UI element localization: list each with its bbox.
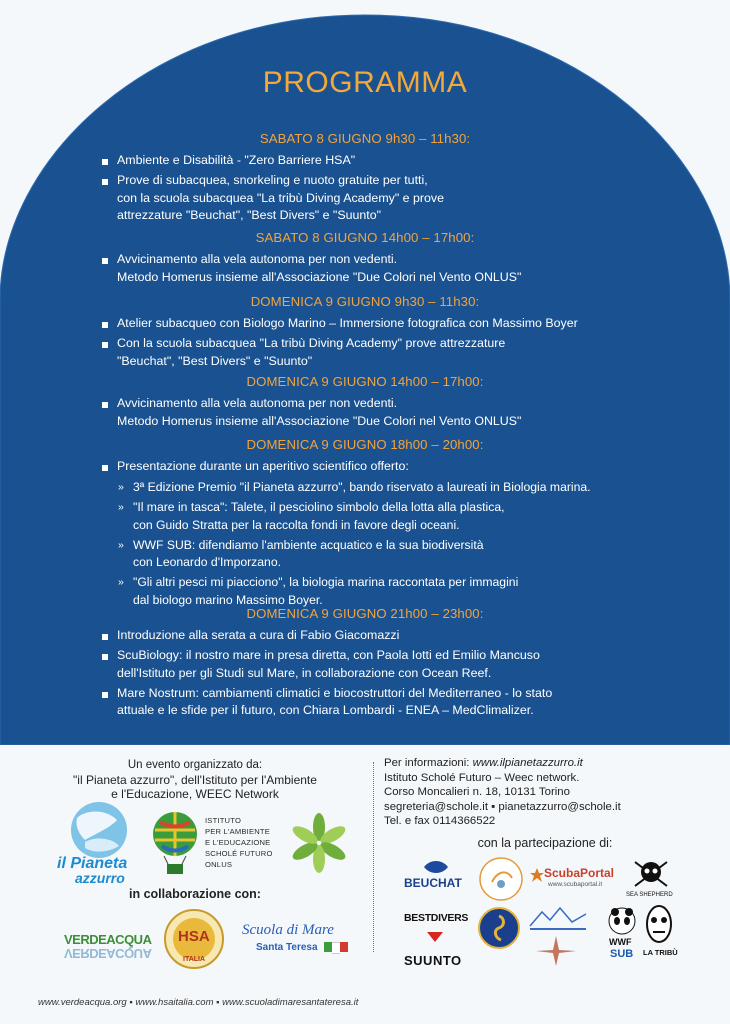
scuola-di-mare-text: Scuola di Mare [242,922,334,938]
pianeta-logo-text-1: il Pianeta [57,855,128,872]
bestdivers-text: BESTDIVERS [404,912,469,924]
program-item-line: "Beuchat", "Best Divers" e "Suunto" [117,353,313,368]
bullet-marker [102,692,108,698]
program-item-line: Prove di subacquea, snorkeling e nuoto gratuite per tutti, [117,173,428,187]
beuchat-fish-icon [422,858,452,876]
section-heading: DOMENICA 9 GIUGNO 18h00 – 20h00: [246,437,484,452]
program-item-line: Mare Nostrum: cambiamenti climatici e biocostruttori del Mediterraneo - lo stato [117,685,553,700]
program-item-line: Con la scuola subacquea "La tribù Diving Academy" prove attrezzature [117,336,506,350]
organized-by-line-1: Un evento organizzato da: [127,759,263,771]
program-item-line: Presentazione durante un aperitivo scientifico offerto: [117,459,409,473]
program-item-line: Avvicinamento alla vela autonoma per non vedenti. [117,396,398,410]
sea-shepherd-text: SEA SHEPHERD [626,892,673,898]
bullet-marker [102,342,108,348]
program-item-line: Avvicinamento alla vela autonoma per non vedenti. [117,252,398,266]
bullet-marker [102,465,108,471]
maple-leaf-icon [530,868,544,882]
program-subitem-line: "Gli altri pesci mi piacciono", la biologia marina raccontata per immagini [133,575,519,590]
hsa-text: HSA [178,928,210,945]
pianeta-azzurro-logo [55,800,145,885]
istituto-logo-text: ONLUS [205,860,233,869]
subitem-marker: » [118,481,124,493]
panda-icon [607,906,637,936]
info-line: segreteria@schole.it ▪ pianetazzurro@schole.it [384,800,621,813]
program-subitem-line: con Guido Stratta per la raccolta fondi in favore degli oceani. [133,517,460,532]
suunto-text: SUUNTO [404,953,462,968]
santa-teresa-text: Santa Teresa [256,942,318,953]
weec-leaf-logo-icon [288,812,350,874]
bullet-marker [102,634,108,640]
section-heading: SABATO 8 GIUGNO 14h00 – 17h00: [255,230,475,245]
tribal-mask-icon [645,904,673,946]
websites-line: www.verdeacqua.org ▪ www.hsaitalia.com ▪ www.scuoladimaresantateresa.it [38,997,359,1008]
beuchat-logo [402,858,474,898]
la-tribu-logo [643,904,678,968]
section-heading: SABATO 8 GIUGNO 9h30 – 11h30: [259,131,471,146]
bullet-marker [102,322,108,328]
program-subitem-line: 3ª Edizione Premio "il Pianeta azzurro", bando riservato a laureati in Biologia marina. [133,480,591,494]
verdeacqua-logo [60,918,150,968]
istituto-logo-text: SCHOLÉ FUTURO [205,849,273,858]
program-item-line: Metodo Homerus insieme all'Associazione "Due Colori nel Vento ONLUS" [117,269,522,284]
s-teresa-academy-icon [528,902,588,932]
info-website-link[interactable]: www.ilpianetazzurro.it [472,757,583,769]
hot-air-balloon-icon [150,810,200,878]
hsa-italia-text: ITALIA [183,956,206,963]
seahorse-badge-icon [477,906,521,950]
scubaportal-logo [530,866,622,892]
flag-green [324,942,332,952]
info-line: Istituto Scholé Futuro – Weec network. [384,771,580,784]
suunto-logo [404,953,476,971]
program-subitem-line: "Il mare in tasca": Talete, il pesciolino simbolo della lotta alla plastica, [133,500,505,514]
wwf-sub-text: SUB [610,948,634,960]
scubaportal-url-text: www.scubaportal.it [548,881,603,888]
program-item-line: Introduzione alla serata a cura di Fabio Giacomazzi [117,628,400,642]
organized-by-line-3: e l'Educazione, WEEC Network [111,787,279,801]
info-label: Per informazioni: [384,757,473,769]
compass-star-icon [534,934,578,968]
sea-shepherd-logo [626,856,676,902]
collaboration-heading: in collaborazione con: [129,887,261,901]
wwf-sub-logo [604,906,640,966]
program-item-line: con la scuola subacquea "La tribù Diving Academy" e prove [117,190,445,205]
organized-by-line-2: "il Pianeta azzurro", dell'Istituto per l'Ambiente [73,773,317,787]
info-line: Tel. e fax 0114366522 [384,815,496,828]
program-subitem-line: dal biologo marino Massimo Boyer. [133,592,323,607]
istituto-ambiente-logo [150,810,273,880]
subitem-marker: » [118,538,124,551]
subitem-marker: » [118,576,124,589]
flag-red [340,942,348,952]
wwf-text: WWF [609,937,632,947]
info-line [384,757,583,769]
scuola-di-mare-logo [240,922,350,962]
circle-badge-icon [478,856,524,902]
program-item-line: attrezzature "Beuchat", "Best Divers" e "Suunto" [117,208,382,223]
section-heading: DOMENICA 9 GIUGNO 9h30 – 11h30: [250,294,480,309]
participation-heading: con la partecipazione di: [477,836,613,850]
program-item-line: ScuBiology: il nostro mare in presa diretta, con Paola Iotti ed Emilio Mancuso [117,648,540,662]
program-item-line: dell'Istituto per gli Studi sul Mare, in collaborazione con Ocean Reef. [117,665,492,680]
flag-white [332,942,340,954]
bullet-marker [102,402,108,408]
program-item-line: attuale e le sfide per il futuro, con Chiara Lombardi - ENEA – MedClimalizer. [117,703,534,718]
skull-icon [631,856,671,892]
bullet-marker [102,258,108,264]
bestdivers-logo [404,912,472,928]
program-item-line: Atelier subacqueo con Biologo Marino – Immersione fotografica con Massimo Boyer [117,316,578,330]
beuchat-text: BEUCHAT [404,876,462,890]
la-tribu-text: LA TRIBÙ [643,948,678,957]
program-item-line: Metodo Homerus insieme all'Associazione "Due Colori nel Vento ONLUS" [117,413,522,428]
hsa-logo [163,908,225,974]
pianeta-logo-text-2: azzurro [75,870,125,886]
verdeacqua-reflection-text: VERDEACQUA [64,946,152,961]
program-subitem-line: con Leonardo d'Imporzano. [133,555,281,570]
subitem-marker: » [118,501,124,513]
program-title: PROGRAMMA [262,66,468,99]
scubaportal-text: ScubaPortal [544,866,615,880]
istituto-logo-text: ISTITUTO [205,816,242,825]
section-heading: DOMENICA 9 GIUGNO 14h00 – 17h00: [246,374,484,389]
footer-divider [373,762,374,952]
bullet-marker [102,159,108,165]
program-item-line: Ambiente e Disabilità - "Zero Barriere HSA" [117,153,356,167]
verdeacqua-text: VERDEACQUA [64,932,152,947]
info-line: Corso Moncalieri n. 18, 10131 Torino [384,786,570,799]
section-heading: DOMENICA 9 GIUGNO 21h00 – 23h00: [246,606,484,621]
istituto-logo-text: E L'EDUCAZIONE [205,838,271,847]
bullet-marker [102,179,108,185]
istituto-logo-text: PER L'AMBIENTE [205,827,271,836]
bullet-marker [102,654,108,660]
program-subitem-line: WWF SUB: difendiamo l'ambiente acquatico e la sua biodiversità [133,537,484,552]
suunto-triangle-icon [423,932,447,942]
